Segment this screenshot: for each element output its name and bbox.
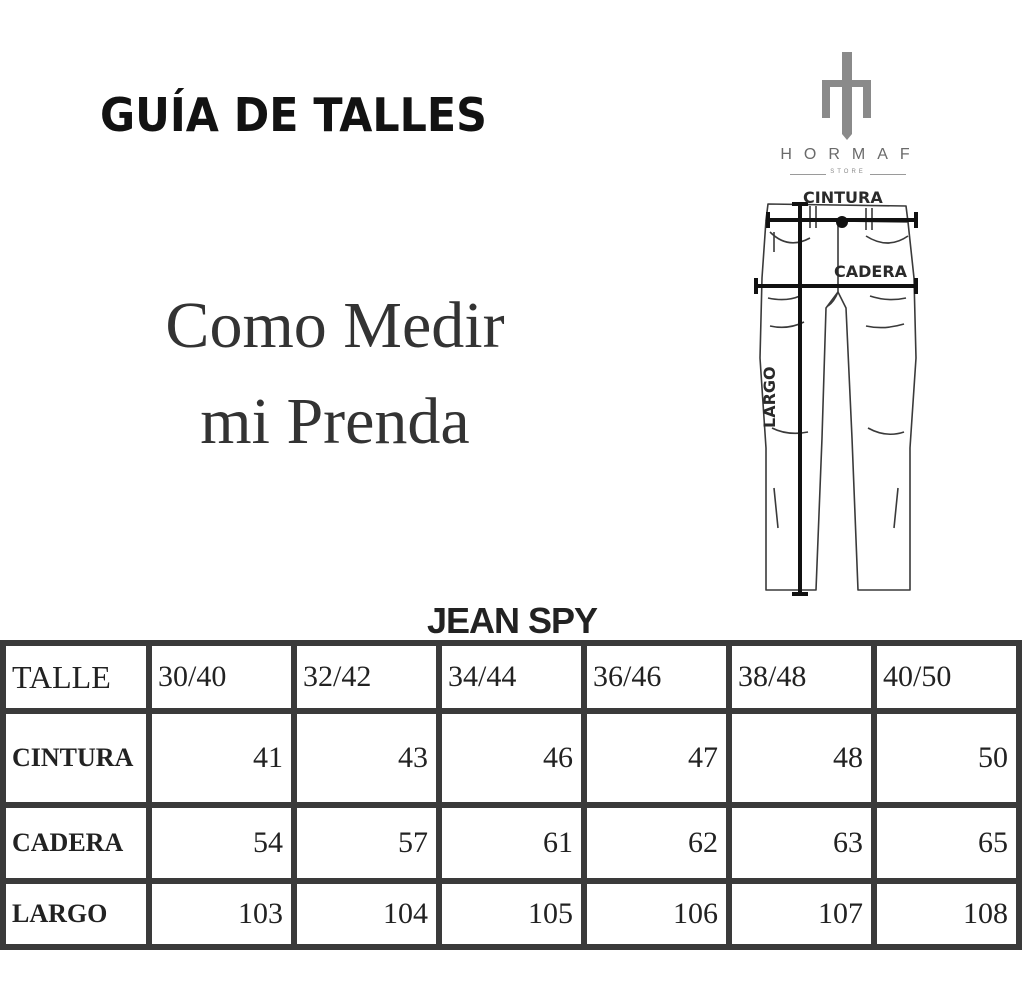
size-header-row [3, 643, 1019, 711]
table-cell: 104 [294, 881, 439, 947]
length-label: LARGO [760, 366, 779, 428]
table-cell: 46 [439, 711, 584, 805]
table-cell: 105 [439, 881, 584, 947]
page-title: GUÍA DE TALLES [100, 88, 487, 142]
table-cell: 65 [874, 805, 1019, 881]
hip-label: CADERA [834, 262, 908, 281]
size-column-header: 30/40 [149, 643, 294, 711]
size-header-label: TALLE [3, 643, 149, 711]
table-cell: 106 [584, 881, 729, 947]
subtitle-line-2: mi Prenda [200, 385, 470, 458]
size-chart-table [0, 640, 1022, 950]
brand-tagline: STORE [760, 169, 936, 175]
table-cell: 108 [874, 881, 1019, 947]
table-cell: 48 [729, 711, 874, 805]
brand-logo [760, 50, 936, 180]
table-cell: 43 [294, 711, 439, 805]
product-name: JEAN SPY [426, 600, 598, 641]
table-cell: 50 [874, 711, 1019, 805]
size-column-header: 34/44 [439, 643, 584, 711]
table-cell: 103 [149, 881, 294, 947]
row-label-hip: CADERA [3, 805, 149, 881]
hormaf-monogram-icon [760, 50, 936, 146]
row-label-length: LARGO [3, 881, 149, 947]
how-to-measure-heading [150, 278, 520, 470]
table-cell: 107 [729, 881, 874, 947]
row-label-waist: CINTURA [3, 711, 149, 805]
table-cell: 57 [294, 805, 439, 881]
table-cell: 62 [584, 805, 729, 881]
table-row [3, 881, 1019, 947]
subtitle-line-1: Como Medir [165, 289, 505, 362]
table-cell: 47 [584, 711, 729, 805]
table-cell: 61 [439, 805, 584, 881]
jean-measurement-diagram [748, 188, 924, 608]
size-column-header: 36/46 [584, 643, 729, 711]
table-cell: 54 [149, 805, 294, 881]
size-column-header: 40/50 [874, 643, 1019, 711]
table-cell: 63 [729, 805, 874, 881]
table-cell: 41 [149, 711, 294, 805]
brand-name: HORMAF [780, 146, 922, 163]
table-row [3, 805, 1019, 881]
size-column-header: 38/48 [729, 643, 874, 711]
waist-label: CINTURA [803, 188, 883, 207]
table-row [3, 711, 1019, 805]
size-column-header: 32/42 [294, 643, 439, 711]
